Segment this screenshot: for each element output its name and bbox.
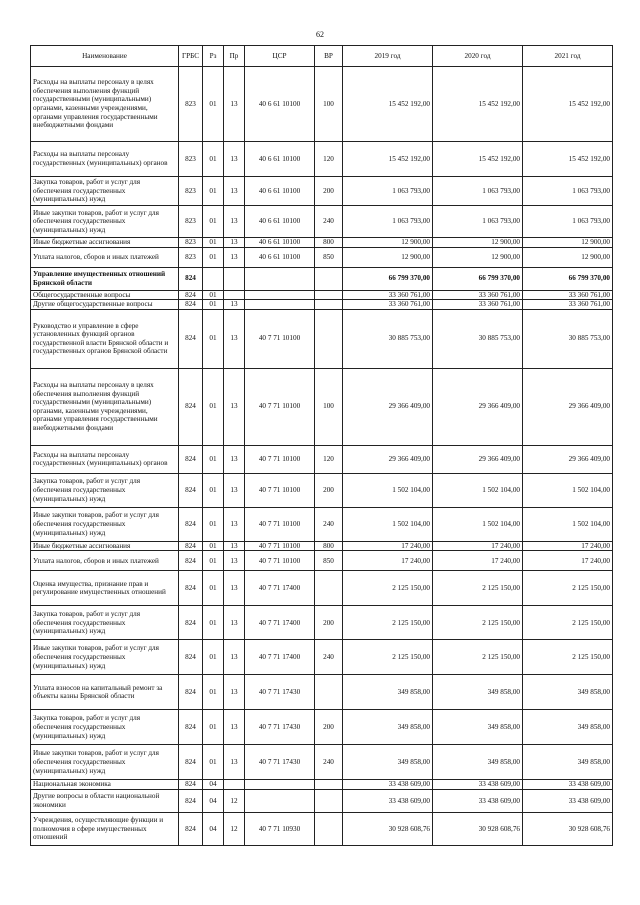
cell-2021: 30 885 753,00 <box>523 309 613 368</box>
cell-name: Закупка товаров, работ и услуг для обеспечения государственных (муниципальных) нужд <box>31 606 179 640</box>
cell-csr: 40 7 71 10100 <box>245 445 315 473</box>
cell-rz: 01 <box>203 142 224 177</box>
cell-2021: 1 063 793,00 <box>523 206 613 238</box>
header-vr: ВР <box>315 46 343 67</box>
cell-2019: 349 858,00 <box>343 745 433 780</box>
header-name: Наименование <box>31 46 179 67</box>
cell-csr: 40 7 71 17400 <box>245 640 315 675</box>
cell-pr: 13 <box>224 67 245 142</box>
cell-vr: 200 <box>315 177 343 206</box>
cell-2019: 33 360 761,00 <box>343 300 433 310</box>
cell-2021: 30 928 608,76 <box>523 812 613 845</box>
cell-rz: 01 <box>203 445 224 473</box>
cell-csr <box>245 300 315 310</box>
cell-pr <box>224 780 245 790</box>
cell-csr: 40 7 71 17430 <box>245 710 315 745</box>
cell-name: Уплата взносов на капитальный ремонт за объекты казны Брянской области <box>31 675 179 710</box>
cell-grbs: 824 <box>179 290 203 300</box>
cell-pr: 12 <box>224 789 245 812</box>
cell-csr: 40 7 71 10100 <box>245 309 315 368</box>
cell-vr: 100 <box>315 368 343 445</box>
table-row <box>31 142 613 177</box>
cell-pr <box>224 290 245 300</box>
cell-csr: 40 7 71 10100 <box>245 473 315 507</box>
cell-2021: 1 502 104,00 <box>523 507 613 541</box>
cell-2020: 33 438 609,00 <box>433 780 523 790</box>
cell-rz: 01 <box>203 206 224 238</box>
cell-vr: 850 <box>315 247 343 267</box>
cell-rz: 01 <box>203 368 224 445</box>
cell-pr: 13 <box>224 675 245 710</box>
cell-2020: 17 240,00 <box>433 551 523 571</box>
cell-pr: 13 <box>224 551 245 571</box>
cell-name: Иные закупки товаров, работ и услуг для обеспечения государственных (муниципальных) нужд <box>31 206 179 238</box>
cell-2020: 349 858,00 <box>433 710 523 745</box>
cell-pr: 13 <box>224 206 245 238</box>
cell-name: Иные закупки товаров, работ и услуг для обеспечения государственных (муниципальных) нужд <box>31 507 179 541</box>
cell-rz: 01 <box>203 541 224 551</box>
cell-2020: 30 928 608,76 <box>433 812 523 845</box>
table-row <box>31 812 613 845</box>
header-2021: 2021 год <box>523 46 613 67</box>
cell-2021: 33 438 609,00 <box>523 789 613 812</box>
cell-pr <box>224 267 245 290</box>
cell-2019: 15 452 192,00 <box>343 142 433 177</box>
cell-rz: 04 <box>203 789 224 812</box>
cell-vr: 120 <box>315 445 343 473</box>
cell-2021: 17 240,00 <box>523 541 613 551</box>
cell-grbs: 824 <box>179 571 203 606</box>
cell-pr: 13 <box>224 507 245 541</box>
cell-name: Иные бюджетные ассигнования <box>31 541 179 551</box>
cell-2019: 30 885 753,00 <box>343 309 433 368</box>
cell-pr: 13 <box>224 300 245 310</box>
table-row <box>31 780 613 790</box>
table-row <box>31 309 613 368</box>
cell-2019: 1 063 793,00 <box>343 177 433 206</box>
cell-vr: 120 <box>315 142 343 177</box>
cell-pr: 13 <box>224 473 245 507</box>
cell-name: Расходы на выплаты персоналу государственных (муниципальных) органов <box>31 445 179 473</box>
table-row <box>31 551 613 571</box>
cell-2021: 15 452 192,00 <box>523 67 613 142</box>
cell-2020: 33 438 609,00 <box>433 789 523 812</box>
cell-pr: 13 <box>224 640 245 675</box>
cell-2021: 349 858,00 <box>523 675 613 710</box>
cell-2020: 2 125 150,00 <box>433 640 523 675</box>
table-row <box>31 67 613 142</box>
cell-name: Иные закупки товаров, работ и услуг для обеспечения государственных (муниципальных) нужд <box>31 640 179 675</box>
header-rz: Рз <box>203 46 224 67</box>
cell-2021: 12 900,00 <box>523 238 613 248</box>
cell-2020: 2 125 150,00 <box>433 571 523 606</box>
cell-vr <box>315 571 343 606</box>
cell-2019: 12 900,00 <box>343 247 433 267</box>
cell-2020: 349 858,00 <box>433 675 523 710</box>
cell-vr: 200 <box>315 710 343 745</box>
table-row <box>31 606 613 640</box>
cell-2020: 33 360 761,00 <box>433 290 523 300</box>
cell-vr <box>315 300 343 310</box>
table-header-row <box>31 46 613 67</box>
cell-grbs: 824 <box>179 267 203 290</box>
cell-2021: 2 125 150,00 <box>523 640 613 675</box>
cell-vr: 800 <box>315 238 343 248</box>
cell-grbs: 824 <box>179 606 203 640</box>
cell-grbs: 823 <box>179 142 203 177</box>
cell-vr <box>315 789 343 812</box>
cell-2021: 33 360 761,00 <box>523 300 613 310</box>
cell-pr: 13 <box>224 571 245 606</box>
cell-csr: 40 7 71 10100 <box>245 551 315 571</box>
cell-rz: 01 <box>203 745 224 780</box>
cell-2019: 33 438 609,00 <box>343 780 433 790</box>
table-row <box>31 571 613 606</box>
cell-rz: 04 <box>203 812 224 845</box>
cell-2021: 29 366 409,00 <box>523 368 613 445</box>
cell-name: Закупка товаров, работ и услуг для обеспечения государственных (муниципальных) нужд <box>31 710 179 745</box>
cell-2019: 15 452 192,00 <box>343 67 433 142</box>
cell-grbs: 824 <box>179 473 203 507</box>
cell-pr: 13 <box>224 710 245 745</box>
cell-name: Закупка товаров, работ и услуг для обеспечения государственных (муниципальных) нужд <box>31 177 179 206</box>
header-csr: ЦСР <box>245 46 315 67</box>
cell-rz: 01 <box>203 300 224 310</box>
cell-grbs: 824 <box>179 640 203 675</box>
cell-rz: 01 <box>203 473 224 507</box>
cell-2019: 2 125 150,00 <box>343 640 433 675</box>
cell-2020: 15 452 192,00 <box>433 142 523 177</box>
table-row <box>31 267 613 290</box>
cell-2019: 30 928 608,76 <box>343 812 433 845</box>
cell-2020: 29 366 409,00 <box>433 368 523 445</box>
cell-pr: 13 <box>224 247 245 267</box>
cell-rz: 01 <box>203 606 224 640</box>
cell-2021: 66 799 370,00 <box>523 267 613 290</box>
cell-csr: 40 7 71 10100 <box>245 541 315 551</box>
cell-rz: 01 <box>203 177 224 206</box>
cell-name: Уплата налогов, сборов и иных платежей <box>31 551 179 571</box>
cell-csr: 40 7 71 17400 <box>245 571 315 606</box>
cell-vr <box>315 780 343 790</box>
cell-name: Уплата налогов, сборов и иных платежей <box>31 247 179 267</box>
cell-grbs: 824 <box>179 675 203 710</box>
cell-csr: 40 6 61 10100 <box>245 177 315 206</box>
cell-2021: 33 360 761,00 <box>523 290 613 300</box>
cell-2019: 349 858,00 <box>343 675 433 710</box>
cell-name: Управление имущественных отношений Брянской области <box>31 267 179 290</box>
cell-pr: 13 <box>224 368 245 445</box>
cell-2021: 2 125 150,00 <box>523 571 613 606</box>
cell-csr: 40 6 61 10100 <box>245 247 315 267</box>
cell-csr <box>245 290 315 300</box>
cell-csr: 40 6 61 10100 <box>245 142 315 177</box>
cell-grbs: 824 <box>179 445 203 473</box>
table-row <box>31 745 613 780</box>
cell-name: Другие вопросы в области национальной экономики <box>31 789 179 812</box>
cell-grbs: 824 <box>179 789 203 812</box>
header-2019: 2019 год <box>343 46 433 67</box>
cell-name: Другие общегосударственные вопросы <box>31 300 179 310</box>
cell-vr: 240 <box>315 745 343 780</box>
cell-2019: 29 366 409,00 <box>343 445 433 473</box>
table-row <box>31 177 613 206</box>
cell-grbs: 823 <box>179 247 203 267</box>
cell-rz: 01 <box>203 507 224 541</box>
cell-2020: 1 063 793,00 <box>433 206 523 238</box>
table-row <box>31 710 613 745</box>
cell-vr <box>315 290 343 300</box>
table-row <box>31 473 613 507</box>
cell-name: Расходы на выплаты персоналу в целях обеспечения выполнения функций государственными (муниципальными) органами, казенными учреждениями, органами управления государственными внебюджетными фондами <box>31 368 179 445</box>
cell-2020: 12 900,00 <box>433 247 523 267</box>
cell-pr: 13 <box>224 142 245 177</box>
cell-2020: 349 858,00 <box>433 745 523 780</box>
cell-vr: 240 <box>315 507 343 541</box>
cell-name: Расходы на выплаты персоналу государственных (муниципальных) органов <box>31 142 179 177</box>
cell-csr: 40 7 71 17430 <box>245 745 315 780</box>
cell-pr: 13 <box>224 445 245 473</box>
cell-name: Руководство и управление в сфере установленных функций органов государственной власти Брянской области и государственных органов Брянской области <box>31 309 179 368</box>
table-row <box>31 206 613 238</box>
cell-2020: 1 063 793,00 <box>433 177 523 206</box>
table-row <box>31 675 613 710</box>
cell-2020: 30 885 753,00 <box>433 309 523 368</box>
cell-2019: 66 799 370,00 <box>343 267 433 290</box>
cell-2020: 33 360 761,00 <box>433 300 523 310</box>
cell-grbs: 824 <box>179 309 203 368</box>
table-row <box>31 789 613 812</box>
cell-name: Национальная экономика <box>31 780 179 790</box>
cell-2021: 1 502 104,00 <box>523 473 613 507</box>
cell-grbs: 824 <box>179 551 203 571</box>
header-2020: 2020 год <box>433 46 523 67</box>
cell-vr <box>315 267 343 290</box>
table-row <box>31 368 613 445</box>
cell-grbs: 824 <box>179 507 203 541</box>
cell-2019: 12 900,00 <box>343 238 433 248</box>
cell-rz: 01 <box>203 309 224 368</box>
cell-vr: 800 <box>315 541 343 551</box>
cell-2020: 17 240,00 <box>433 541 523 551</box>
table-row <box>31 290 613 300</box>
cell-vr: 100 <box>315 67 343 142</box>
cell-rz: 01 <box>203 551 224 571</box>
cell-csr: 40 6 61 10100 <box>245 206 315 238</box>
header-grbs: ГРБС <box>179 46 203 67</box>
cell-2019: 1 502 104,00 <box>343 507 433 541</box>
cell-csr: 40 7 71 17400 <box>245 606 315 640</box>
cell-pr: 13 <box>224 309 245 368</box>
cell-2019: 349 858,00 <box>343 710 433 745</box>
cell-grbs: 824 <box>179 780 203 790</box>
cell-csr: 40 7 71 10100 <box>245 368 315 445</box>
cell-name: Иные закупки товаров, работ и услуг для обеспечения государственных (муниципальных) нужд <box>31 745 179 780</box>
cell-csr: 40 7 71 17430 <box>245 675 315 710</box>
cell-grbs: 824 <box>179 710 203 745</box>
cell-grbs: 824 <box>179 368 203 445</box>
cell-2019: 33 438 609,00 <box>343 789 433 812</box>
cell-pr: 13 <box>224 541 245 551</box>
table-row <box>31 238 613 248</box>
cell-2021: 29 366 409,00 <box>523 445 613 473</box>
cell-2019: 17 240,00 <box>343 541 433 551</box>
cell-vr <box>315 309 343 368</box>
table-row <box>31 640 613 675</box>
cell-2019: 29 366 409,00 <box>343 368 433 445</box>
cell-2021: 15 452 192,00 <box>523 142 613 177</box>
cell-pr: 13 <box>224 606 245 640</box>
cell-grbs: 824 <box>179 745 203 780</box>
cell-2020: 12 900,00 <box>433 238 523 248</box>
cell-2019: 2 125 150,00 <box>343 571 433 606</box>
cell-grbs: 824 <box>179 300 203 310</box>
cell-rz: 01 <box>203 675 224 710</box>
cell-csr <box>245 789 315 812</box>
cell-2020: 1 502 104,00 <box>433 473 523 507</box>
table-row <box>31 247 613 267</box>
cell-rz <box>203 267 224 290</box>
cell-rz: 04 <box>203 780 224 790</box>
cell-grbs: 823 <box>179 67 203 142</box>
budget-table <box>30 45 613 846</box>
cell-grbs: 824 <box>179 812 203 845</box>
cell-pr: 12 <box>224 812 245 845</box>
cell-2021: 12 900,00 <box>523 247 613 267</box>
cell-2019: 1 502 104,00 <box>343 473 433 507</box>
cell-2020: 15 452 192,00 <box>433 67 523 142</box>
cell-vr: 240 <box>315 206 343 238</box>
cell-2019: 1 063 793,00 <box>343 206 433 238</box>
cell-name: Закупка товаров, работ и услуг для обеспечения государственных (муниципальных) нужд <box>31 473 179 507</box>
cell-grbs: 823 <box>179 177 203 206</box>
cell-rz: 01 <box>203 67 224 142</box>
cell-2019: 2 125 150,00 <box>343 606 433 640</box>
cell-grbs: 823 <box>179 238 203 248</box>
cell-2020: 1 502 104,00 <box>433 507 523 541</box>
cell-pr: 13 <box>224 238 245 248</box>
cell-csr: 40 7 71 10100 <box>245 507 315 541</box>
cell-2021: 33 438 609,00 <box>523 780 613 790</box>
cell-name: Общегосударственные вопросы <box>31 290 179 300</box>
cell-vr: 200 <box>315 606 343 640</box>
cell-2020: 66 799 370,00 <box>433 267 523 290</box>
table-row <box>31 445 613 473</box>
cell-pr: 13 <box>224 745 245 780</box>
cell-name: Иные бюджетные ассигнования <box>31 238 179 248</box>
header-pr: Пр <box>224 46 245 67</box>
cell-rz: 01 <box>203 710 224 745</box>
cell-vr <box>315 675 343 710</box>
cell-2019: 33 360 761,00 <box>343 290 433 300</box>
cell-grbs: 824 <box>179 541 203 551</box>
cell-rz: 01 <box>203 571 224 606</box>
cell-vr <box>315 812 343 845</box>
cell-rz: 01 <box>203 238 224 248</box>
cell-2020: 29 366 409,00 <box>433 445 523 473</box>
cell-vr: 850 <box>315 551 343 571</box>
cell-name: Расходы на выплаты персоналу в целях обеспечения выполнения функций государственными (муниципальными) органами, казенными учреждениями, органами управления государственными внебюджетными фондами <box>31 67 179 142</box>
cell-vr: 200 <box>315 473 343 507</box>
cell-csr <box>245 267 315 290</box>
cell-vr: 240 <box>315 640 343 675</box>
cell-name: Оценка имущества, признание прав и регулирование имущественных отношений <box>31 571 179 606</box>
cell-name: Учреждения, осуществляющие функции и полномочия в сфере имущественных отношений <box>31 812 179 845</box>
cell-2021: 2 125 150,00 <box>523 606 613 640</box>
cell-csr: 40 6 61 10100 <box>245 238 315 248</box>
page-number: 62 <box>316 30 324 39</box>
cell-csr: 40 7 71 10930 <box>245 812 315 845</box>
cell-csr: 40 6 61 10100 <box>245 67 315 142</box>
cell-2021: 1 063 793,00 <box>523 177 613 206</box>
cell-2021: 349 858,00 <box>523 745 613 780</box>
table-row <box>31 541 613 551</box>
cell-csr <box>245 780 315 790</box>
cell-2021: 349 858,00 <box>523 710 613 745</box>
cell-rz: 01 <box>203 640 224 675</box>
cell-rz: 01 <box>203 247 224 267</box>
table-row <box>31 507 613 541</box>
cell-2019: 17 240,00 <box>343 551 433 571</box>
table-row <box>31 300 613 310</box>
cell-2020: 2 125 150,00 <box>433 606 523 640</box>
cell-rz: 01 <box>203 290 224 300</box>
cell-pr: 13 <box>224 177 245 206</box>
cell-2021: 17 240,00 <box>523 551 613 571</box>
cell-grbs: 823 <box>179 206 203 238</box>
